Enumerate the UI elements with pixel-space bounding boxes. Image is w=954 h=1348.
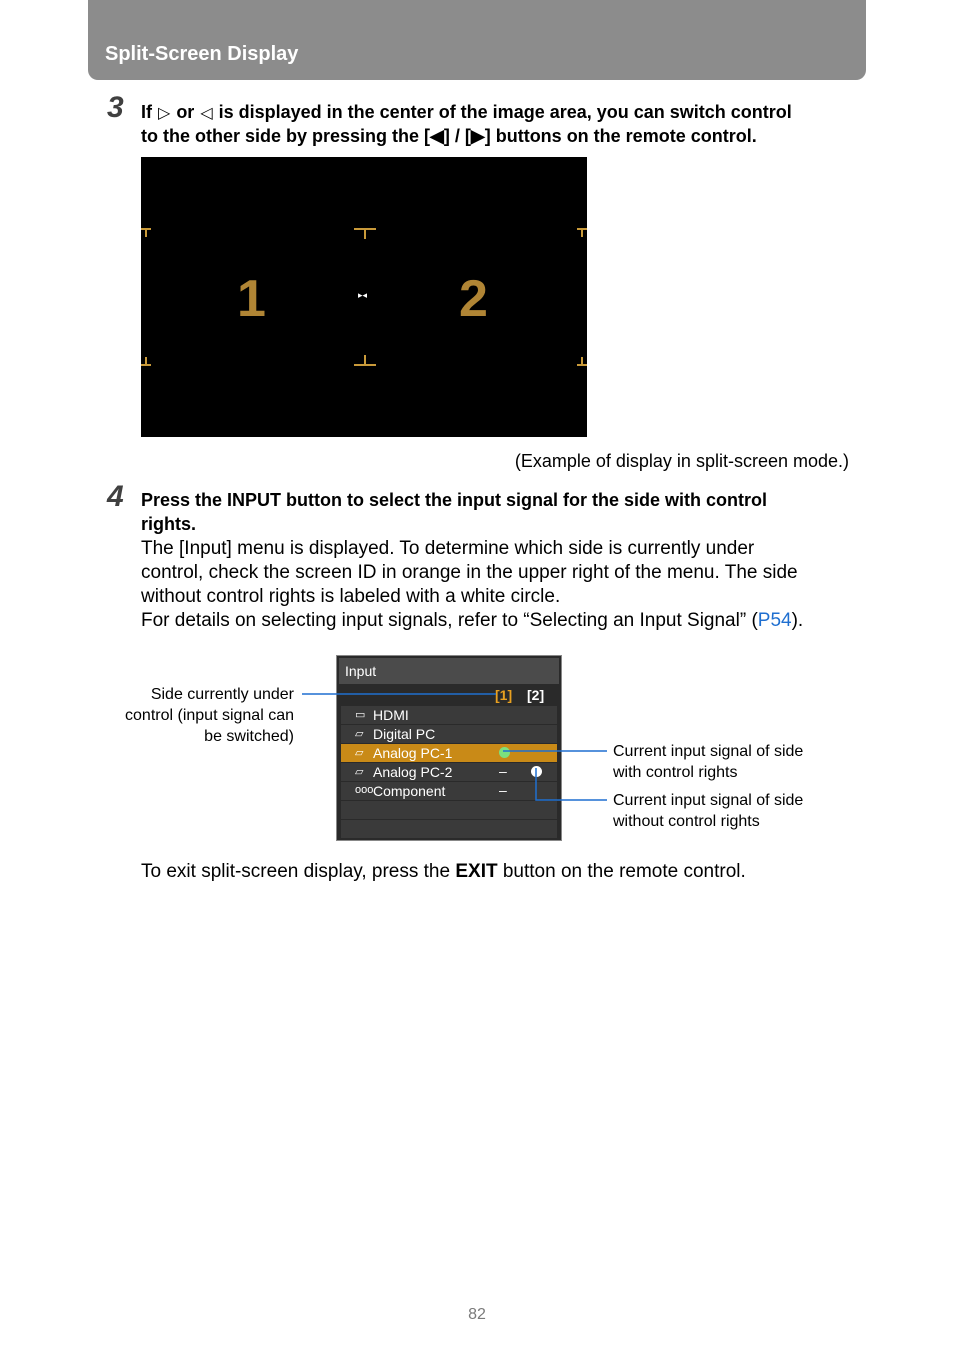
analog-pc-icon: ▱ — [355, 747, 364, 759]
step4-line3: without control rights is labeled with a white circle. — [141, 586, 561, 607]
menu-item-analog-pc-1[interactable]: ▱ Analog PC-1 — [341, 744, 557, 763]
exit-instruction: To exit split-screen display, press the EXIT button on the remote control. — [141, 861, 746, 882]
page-link-p54[interactable]: P54 — [757, 610, 792, 631]
step3-line1 — [141, 102, 792, 123]
menu-empty-row — [341, 820, 557, 839]
center-switch-icon: ▸◂ — [358, 290, 368, 300]
step-number-3: 3 — [107, 91, 124, 124]
menu-empty-row — [341, 801, 557, 820]
step3-or: or — [176, 102, 195, 122]
green-circle-icon — [499, 747, 510, 758]
screen-label-2: 2 — [459, 270, 488, 328]
left-triangle-icon: ◁ — [200, 105, 213, 122]
component-icon: ooo — [355, 784, 374, 796]
menu-item-component[interactable]: ooo Component – — [341, 782, 557, 801]
step4-bold-line1: Press the INPUT button to select the input signal for the side with control — [141, 490, 768, 510]
menu-item-analog-pc-2[interactable]: ▱ Analog PC-2 – — [341, 763, 557, 782]
menu-title-bar — [339, 658, 559, 684]
screen-caption: (Example of display in split-screen mode.) — [514, 451, 849, 471]
callout-left: Side currently under control (input signal can be switched) — [125, 686, 294, 745]
step4-line4-post: ). — [791, 610, 804, 631]
section-title: Split-Screen Display — [105, 43, 299, 65]
callout-right-2: Current input signal of side without control rights — [613, 792, 804, 830]
screen-id-1: [1] — [495, 687, 513, 703]
analog-pc-icon: ▱ — [355, 766, 364, 778]
step4-line4-pre: For details on selecting input signals, refer to “Selecting an Input Signal” ( — [141, 610, 758, 631]
menu-item-hdmi[interactable]: ▭ HDMI — [341, 706, 557, 725]
menu-item-digital-pc[interactable]: ▱ Digital PC — [341, 725, 557, 744]
page-number: 82 — [468, 1306, 486, 1323]
step3-line2: to the other side by pressing the [◀] / [▶] buttons on the remote control. — [141, 126, 757, 146]
screen-label-1: 1 — [237, 270, 266, 328]
step-number-4: 4 — [107, 480, 124, 513]
split-screen-example — [141, 157, 587, 437]
hdmi-icon: ▭ — [355, 709, 366, 721]
step4-line1: The [Input] menu is displayed. To determine which side is currently under — [141, 538, 755, 559]
input-menu — [336, 655, 562, 841]
screen-id-2: [2] — [527, 687, 545, 703]
menu-title: Input — [345, 663, 377, 679]
step3-if: If — [141, 102, 152, 122]
digital-pc-icon: ▱ — [355, 728, 364, 740]
right-triangle-icon: ▷ — [158, 105, 171, 122]
callout-right-1: Current input signal of side with control rights — [613, 743, 804, 781]
step4-bold-line2: rights. — [141, 514, 197, 534]
section-header — [88, 0, 866, 80]
step3-rest: is displayed in the center of the image area, you can switch control — [218, 102, 792, 122]
step4-line4 — [141, 610, 803, 632]
exit-button-label: EXIT — [455, 861, 498, 882]
step4-line2: control, check the screen ID in orange in the upper right of the menu. The side — [141, 562, 798, 583]
white-circle-icon — [531, 766, 542, 777]
